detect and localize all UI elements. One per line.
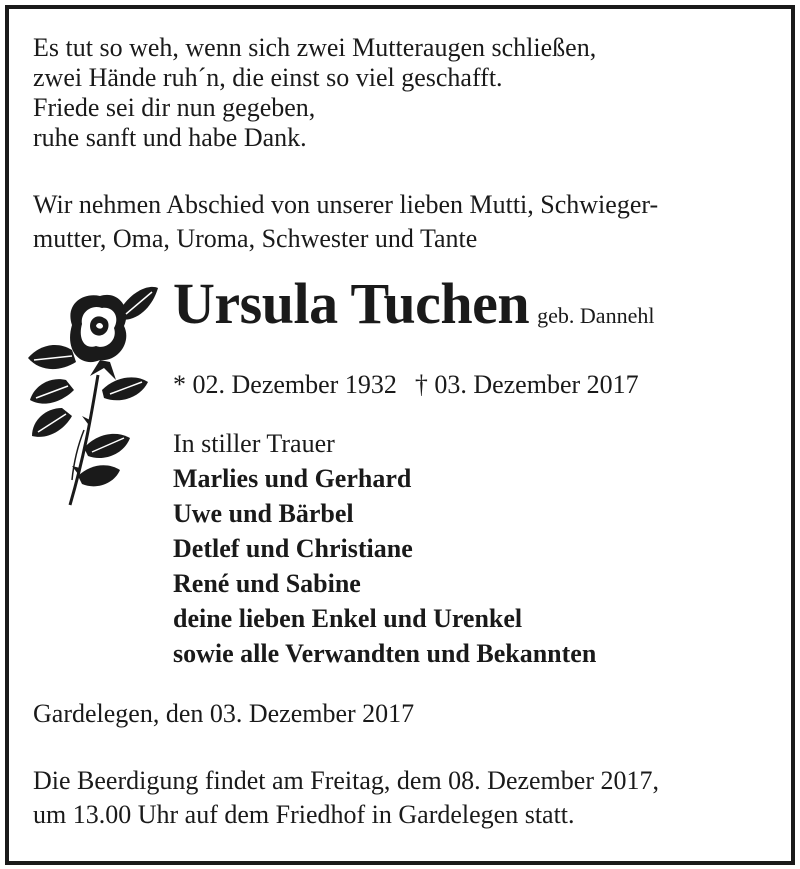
mourner-name: Detlef und Christiane <box>173 534 413 563</box>
mourners-heading: In stiller Trauer <box>173 429 335 458</box>
funeral-line: um 13.00 Uhr auf dem Friedhof in Gardelegen statt. <box>33 800 575 829</box>
poem-line: ruhe sanft und habe Dank. <box>33 123 307 152</box>
farewell-intro <box>33 190 658 258</box>
funeral-line: Die Beerdigung findet am Freitag, dem 08. Dezember 2017, <box>33 766 659 795</box>
mourner-name: deine lieben Enkel und Urenkel <box>173 604 523 633</box>
intro-line: mutter, Oma, Uroma, Schwester und Tante <box>33 224 478 253</box>
place-date: Gardelegen, den 03. Dezember 2017 <box>33 699 415 728</box>
mourner-name: Uwe und Bärbel <box>173 499 354 528</box>
death-date: † 03. Dezember 2017 <box>414 370 639 399</box>
mourner-name: Marlies und Gerhard <box>173 464 412 493</box>
maiden-name: geb. Dannehl <box>537 303 655 328</box>
mourner-name: René und Sabine <box>173 569 361 598</box>
poem-line: Es tut so weh, wenn sich zwei Mutteraugen schließen, <box>33 33 597 62</box>
deceased-name-row <box>173 272 654 336</box>
poem-line: zwei Hände ruh´n, die einst so viel geschafft. <box>33 63 503 92</box>
mourner-name: sowie alle Verwandten und Bekannten <box>173 639 597 668</box>
funeral-info <box>33 766 659 834</box>
intro-line: Wir nehmen Abschied von unserer lieben Mutti, Schwieger- <box>33 190 659 219</box>
birth-date: * 02. Dezember 1932 <box>173 370 397 399</box>
rose-icon <box>20 280 160 510</box>
mourners-list <box>173 426 596 671</box>
life-dates <box>173 370 639 400</box>
deceased-name: Ursula Tuchen <box>173 271 530 336</box>
poem <box>33 33 596 153</box>
poem-line: Friede sei dir nun gegeben, <box>33 93 316 122</box>
